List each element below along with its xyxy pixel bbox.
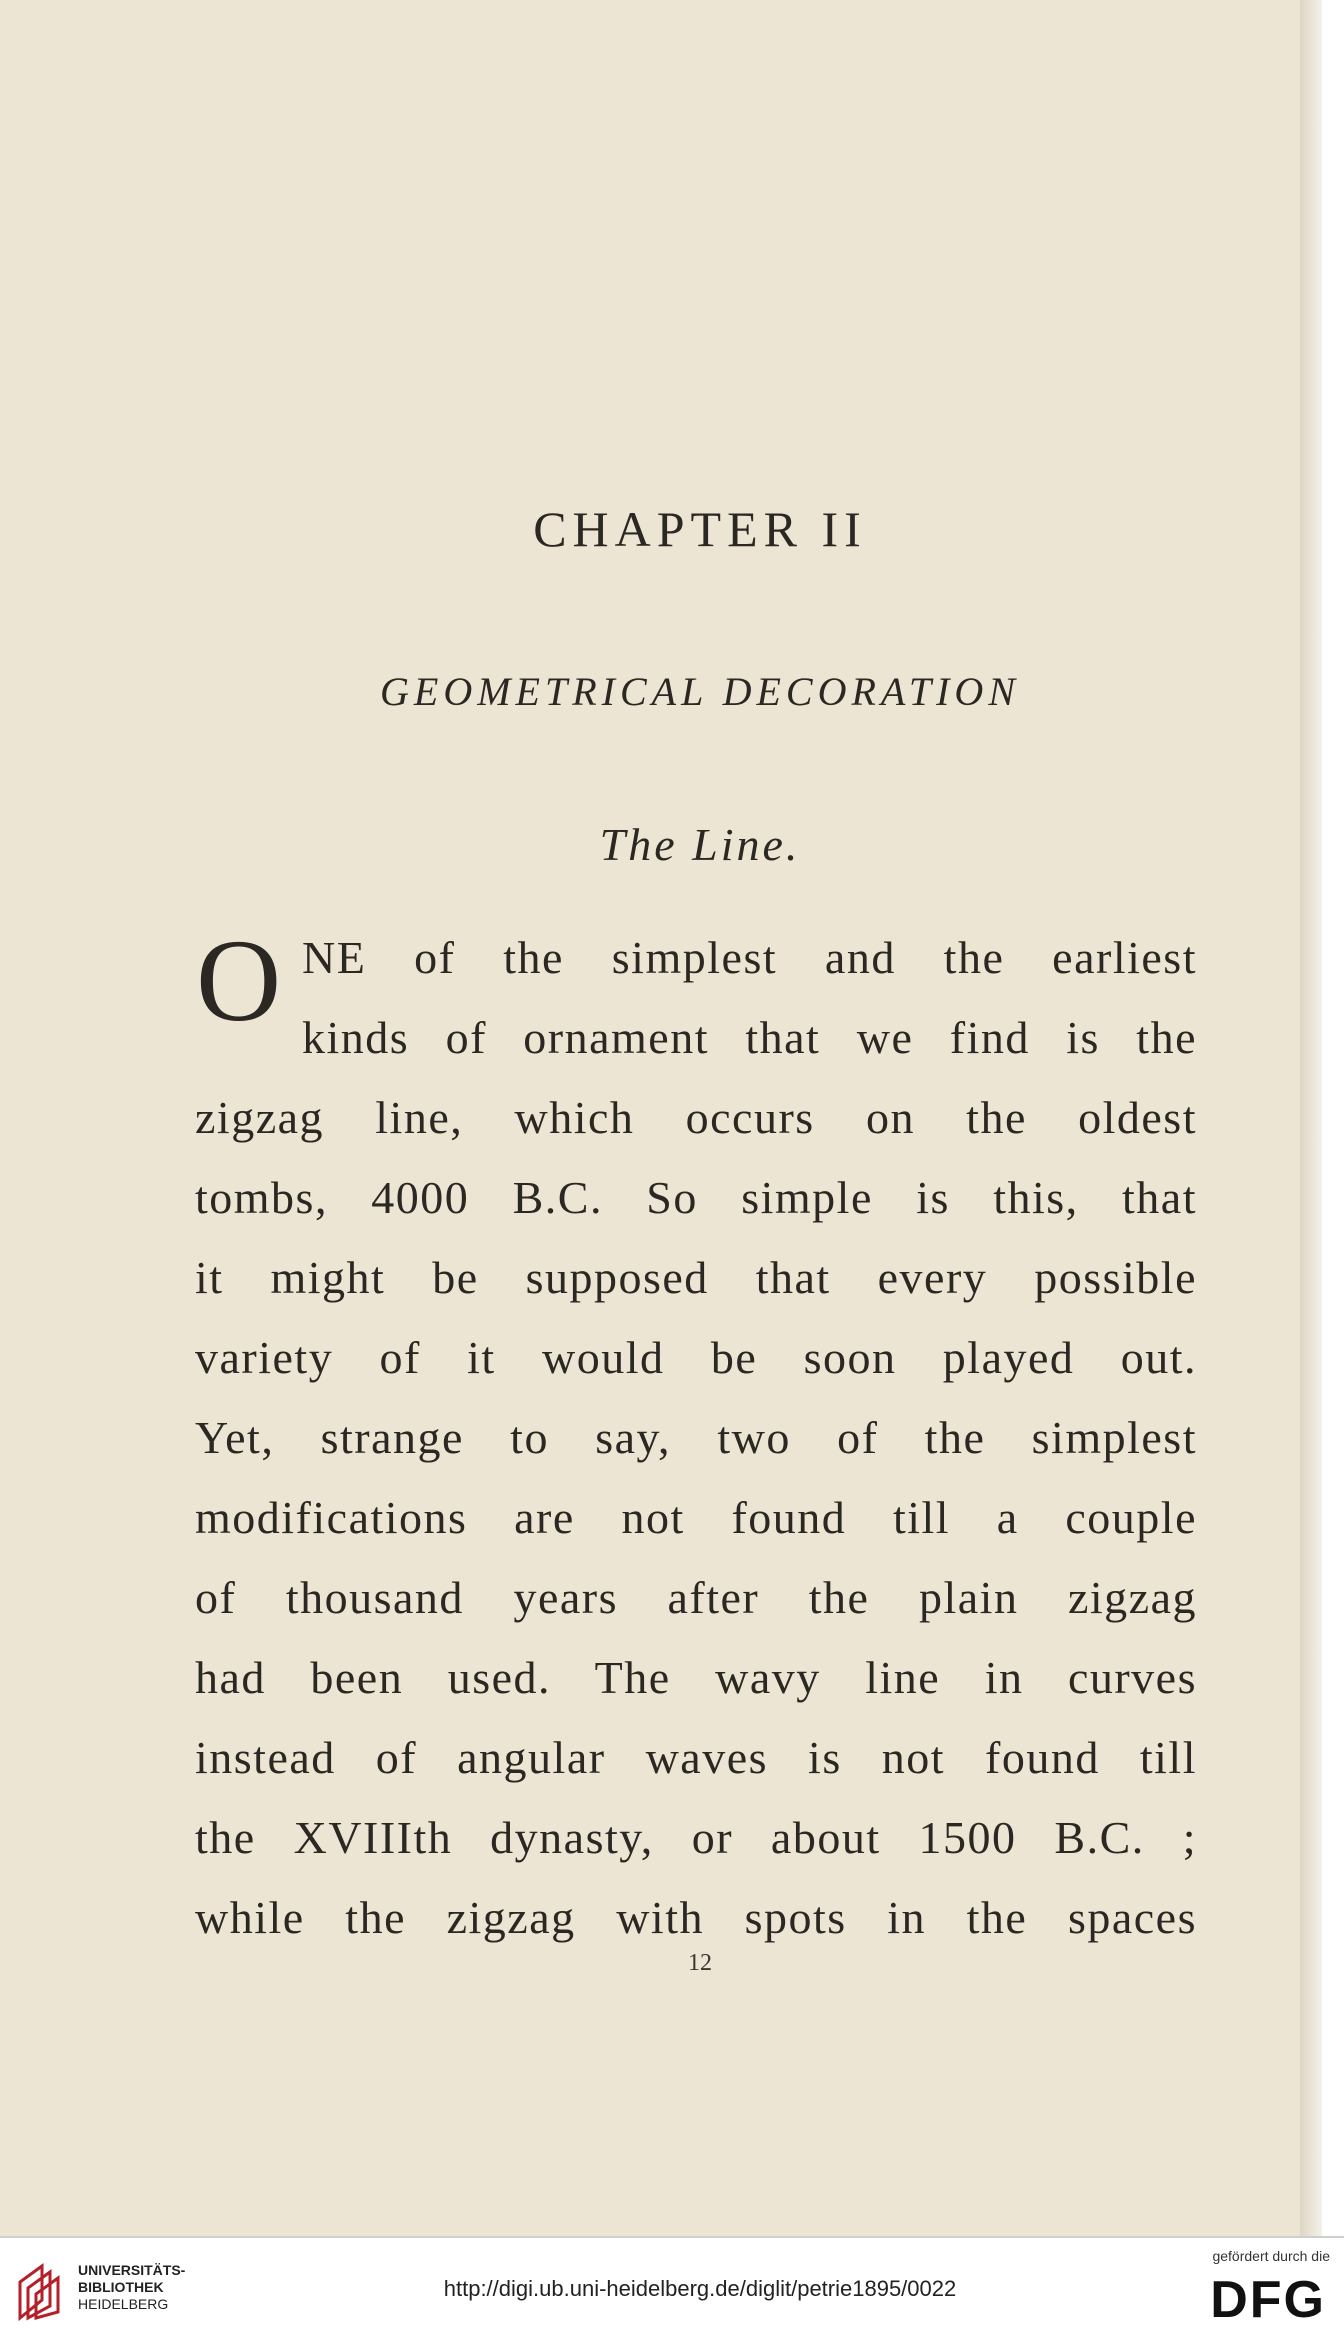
- body-paragraph: [195, 915, 1197, 1958]
- text-line: NE of the simplest and the earliest: [302, 932, 1197, 983]
- section-title: The Line.: [599, 819, 801, 870]
- source-url-link[interactable]: http://digi.ub.uni-heidelberg.de/diglit/petrie1895/0022: [443, 2276, 957, 2301]
- text-line: of thousand years after the plain zigzag: [195, 1572, 1197, 1623]
- text-line: zigzag line, which occurs on the oldest: [195, 1092, 1197, 1143]
- library-name-line: HEIDELBERG: [78, 2296, 169, 2312]
- library-name-line: UNIVERSITÄTS-: [78, 2262, 186, 2278]
- chapter-heading: CHAPTER II: [533, 501, 867, 557]
- text-line: while the zigzag with spots in the spaces: [195, 1892, 1197, 1943]
- page-number: 12: [688, 1950, 712, 1976]
- text-line: modifications are not found till a couple: [195, 1492, 1197, 1543]
- library-name-line: BIBLIOTHEK: [78, 2279, 164, 2295]
- text-line: the XVIIIth dynasty, or about 1500 B.C. ;: [195, 1812, 1197, 1863]
- drop-cap: O: [196, 915, 282, 1046]
- page-edge-shadow: [1300, 0, 1322, 2236]
- footer-divider: [0, 2236, 1344, 2238]
- text-line: Yet, strange to say, two of the simplest: [195, 1412, 1197, 1463]
- text-line: instead of angular waves is not found till: [195, 1732, 1197, 1783]
- text-line: variety of it would be soon played out.: [195, 1332, 1197, 1383]
- text-line: had been used. The wavy line in curves: [195, 1652, 1197, 1703]
- dfg-logo: DFG: [1210, 2271, 1326, 2329]
- text-line: it might be supposed that every possible: [195, 1252, 1197, 1303]
- text-line: kinds of ornament that we find is the: [302, 1012, 1197, 1063]
- funding-label: gefördert durch die: [1212, 2248, 1330, 2264]
- text-line: tombs, 4000 B.C. So simple is this, that: [195, 1172, 1197, 1223]
- chapter-title: GEOMETRICAL DECORATION: [380, 669, 1020, 714]
